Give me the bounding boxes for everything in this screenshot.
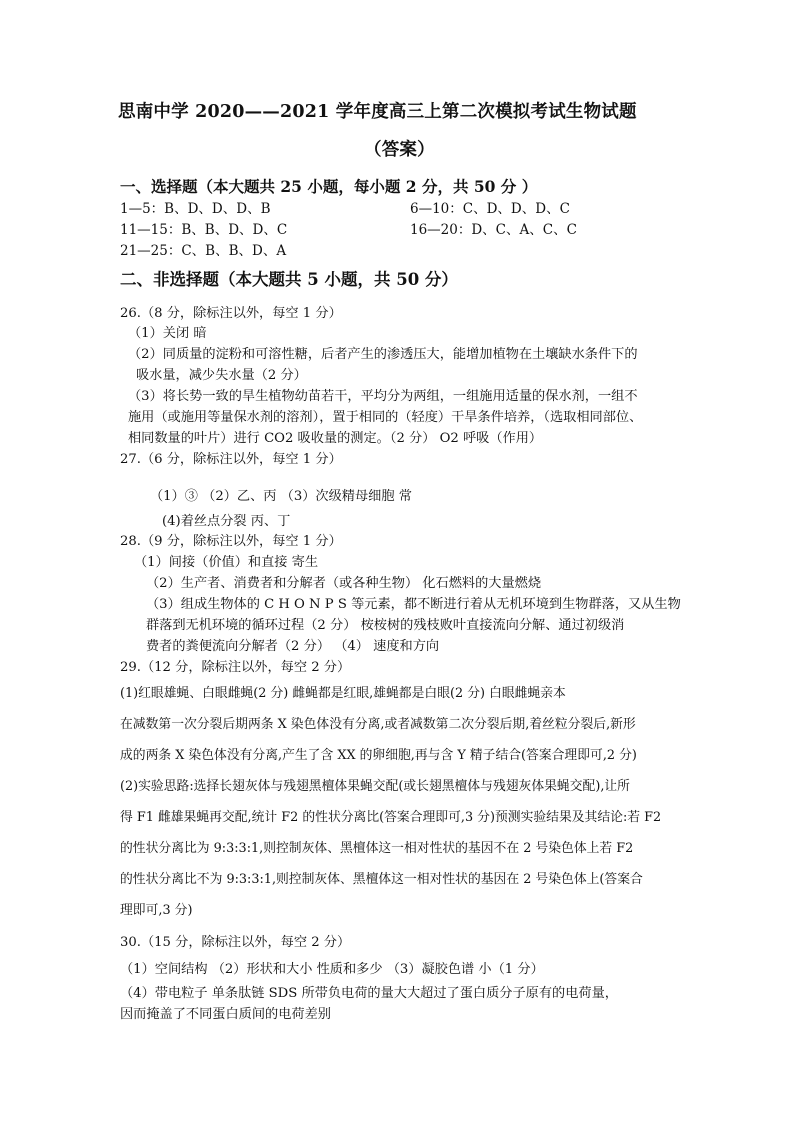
q29-heading: 29.（12 分，除标注以外，每空 2 分） bbox=[120, 660, 351, 675]
q29-line: 得 F1 雌雄果蝇再交配,统计 F2 的性状分离比(答案合理即可,3 分)预测实验结果及其结论:若 F2 bbox=[120, 810, 662, 825]
q26-line: （2）同质量的淀粉和可溶性糖，后者产生的渗透压大，能增加植物在土壤缺水条件下的 bbox=[128, 347, 638, 362]
answer-row-16-20: 16—20：D、C、A、C、C bbox=[410, 222, 577, 238]
q30-line: （1）空间结构 （2）形状和大小 性质和多少 （3）凝胶色谱 小（1 分） bbox=[120, 962, 544, 977]
section2-heading: 二、非选择题（本大题共 5 小题，共 50 分） bbox=[120, 270, 458, 289]
q29-line: 理即可,3 分) bbox=[120, 903, 193, 918]
q28-line: 群落到无机环境的循环过程（2 分） 桉桉树的残枝败叶直接流向分解、通过初级消 bbox=[146, 618, 625, 633]
answer-row-21-25: 21—25：C、B、B、D、A bbox=[120, 243, 287, 259]
q26-heading: 26.（8 分，除标注以外，每空 1 分） bbox=[120, 306, 342, 321]
q26-line: （3）将长势一致的旱生植物幼苗若干，平均分为两组，一组施用适量的保水剂，一组不 bbox=[128, 389, 638, 404]
q28-line: （1）间接（价值）和直接 寄生 bbox=[134, 555, 319, 570]
q29-line: (2)实验思路:选择长翅灰体与残翅黑檀体果蝇交配(或长翅黑檀体与残翅灰体果蝇交配),让所 bbox=[120, 779, 630, 794]
q26-line: 吸水量，减少失水量（2 分） bbox=[136, 368, 307, 383]
q26-line: 相同数量的叶片）进行 CO2 吸收量的测定。（2 分） O2 呼吸（作用） bbox=[128, 431, 543, 446]
q26-line: 施用（或施用等量保水剂的溶剂），置于相同的（轻度）干旱条件培养，（选取相同部位、 bbox=[128, 410, 643, 425]
q27-line: （1）③ （2）乙、丙 （3）次级精母细胞 常 bbox=[150, 489, 412, 504]
answer-row-1-5: 1—5：B、D、D、D、B bbox=[120, 201, 271, 217]
page-title: 思南中学 2020——2021 学年度高三上第二次模拟考试生物试题 bbox=[118, 102, 637, 122]
q27-line: (4)着丝点分裂 丙、丁 bbox=[162, 514, 291, 529]
q28-heading: 28.（9 分，除标注以外，每空 1 分） bbox=[120, 534, 342, 549]
q29-line: 的性状分离比为 9:3:3:1,则控制灰体、黑檀体这一相对性状的基因不在 2 号染色体上若 F2 bbox=[120, 841, 634, 856]
page-subtitle: （答案） bbox=[364, 140, 435, 160]
q30-line: （4）带电粒子 单条肽链 SDS 所带负电荷的量大大超过了蛋白质分子原有的电荷量， bbox=[120, 986, 618, 1001]
q26-line: （1）关闭 暗 bbox=[128, 326, 207, 341]
q28-line: （2）生产者、消费者和分解者（或各种生物） 化石燃料的大量燃烧 bbox=[146, 576, 542, 591]
q28-line: （3）组成生物体的 C H O N P S 等元素，都不断进行着从无机环境到生物群落，又从生物 bbox=[146, 597, 681, 612]
q29-line: 成的两条 X 染色体没有分离,产生了含 XX 的卵细胞,再与含 Y 精子结合(答案合理即可,2 分) bbox=[120, 748, 637, 763]
answer-row-11-15: 11—15：B、B、D、D、C bbox=[120, 222, 288, 238]
q27-heading: 27.（6 分，除标注以外，每空 1 分） bbox=[120, 452, 342, 467]
q29-line: 在减数第一次分裂后期两条 X 染色体没有分离,或者减数第二次分裂后期,着丝粒分裂后,新形 bbox=[120, 717, 636, 732]
section1-heading: 一、选择题（本大题共 25 小题，每小题 2 分，共 50 分 ） bbox=[120, 177, 538, 196]
q29-line: 的性状分离比不为 9:3:3:1,则控制灰体、黑檀体这一相对性状的基因在 2 号染色体上(答案合 bbox=[120, 872, 643, 887]
q28-line: 费者的粪便流向分解者（2 分） （4） 速度和方向 bbox=[146, 639, 440, 654]
q30-heading: 30.（15 分，除标注以外，每空 2 分） bbox=[120, 935, 351, 950]
answer-row-6-10: 6—10：C、D、D、D、C bbox=[410, 201, 570, 217]
q29-line: (1)红眼雄蝇、白眼雌蝇(2 分) 雌蝇都是红眼,雄蝇都是白眼(2 分) 白眼雌蝇亲本 bbox=[120, 686, 566, 701]
q30-line: 因而掩盖了不同蛋白质间的电荷差别 bbox=[120, 1007, 331, 1022]
